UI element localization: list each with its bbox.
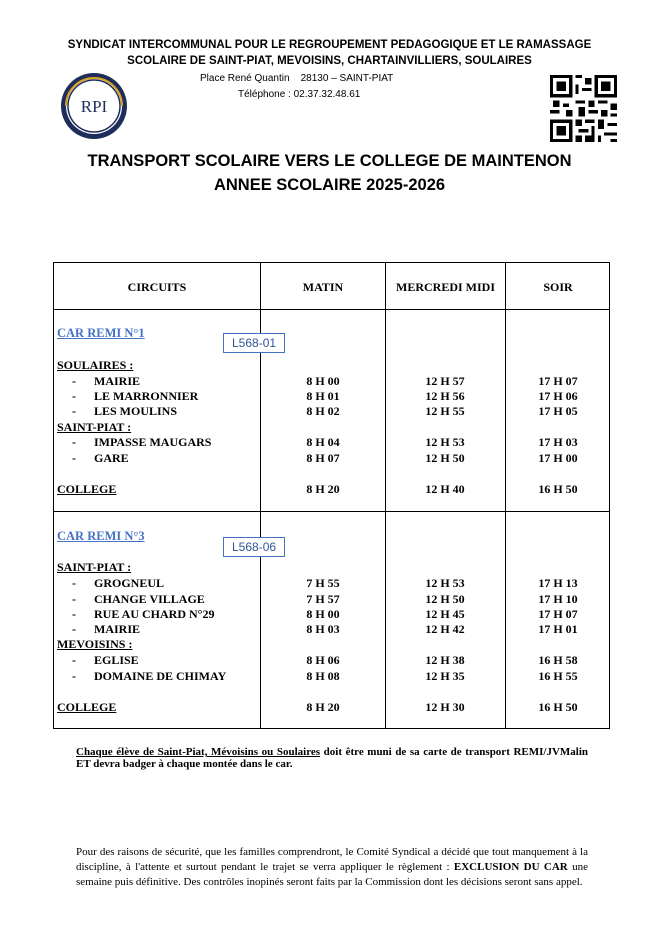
table-row: - MAIRIE 8 H 00 12 H 57 17 H 07 [72,374,578,388]
table-row: - EGLISE 8 H 06 12 H 38 16 H 58 [72,653,578,667]
header-line-2: SCOLAIRE DE SAINT-PIAT, MEVOISINS, CHARTAINVILLIERS, SOULAIRES [127,55,532,67]
circuit-car-remi-1[interactable]: CAR REMI N°1 [57,326,145,340]
table-row: - DOMAINE DE CHIMAY 8 H 08 12 H 35 16 H 55 [72,669,578,683]
line-tag-l568-01: L568-01 [223,333,285,353]
table-divider [54,511,609,512]
header-mercredi: MERCREDI MIDI [396,280,495,294]
table-row: - LES MOULINS 8 H 02 12 H 55 17 H 05 [72,404,578,418]
header-address: Place René Quantin 28130 – SAINT-PIAT [200,73,394,84]
schedule-table [53,262,610,729]
qr-code-icon[interactable] [550,75,617,142]
town-label: SOULAIRES : [57,358,134,372]
table-row: - CHANGE VILLAGE 7 H 57 12 H 50 17 H 10 [72,592,578,606]
table-row: COLLEGE 8 H 20 12 H 40 16 H 50 [57,482,578,496]
header-line-1: SYNDICAT INTERCOMMUNAL POUR LE REGROUPEMENT PEDAGOGIQUE ET LE RAMASSAGE [67,39,592,51]
logo-text: RPI [80,97,108,116]
header-circuits: CIRCUITS [127,280,187,294]
table-row: - GROGNEUL 7 H 55 12 H 53 17 H 13 [72,576,578,590]
table-row: - GARE 8 H 07 12 H 50 17 H 00 [72,451,578,465]
table-row: - IMPASSE MAUGARS 8 H 04 12 H 53 17 H 03 [72,435,578,449]
header-matin: MATIN [302,280,344,294]
document-title: TRANSPORT SCOLAIRE VERS LE COLLEGE DE MAINTENON [87,152,572,170]
document-subtitle: ANNEE SCOLAIRE 2025-2026 [213,176,446,194]
town-label: SAINT-PIAT : [57,560,132,574]
header-phone: Téléphone : 02.37.32.48.61 [238,89,361,100]
table-row: - LE MARRONNIER 8 H 01 12 H 56 17 H 06 [72,389,578,403]
header-soir: SOIR [543,280,573,294]
table-row: - RUE AU CHARD N°29 8 H 00 12 H 45 17 H 07 [72,607,578,621]
town-label: MEVOISINS : [57,637,133,651]
town-label: SAINT-PIAT : [57,420,132,434]
badge-notice: Chaque élève de Saint-Piat, Mévoisins ou Soulaires doit être muni de sa carte de transport REMI/JVMalin ET devra badger à chaque montée dans le car. [76,746,588,770]
table-row: COLLEGE 8 H 20 12 H 30 16 H 50 [57,700,578,714]
discipline-notice: Pour des raisons de sécurité, que les familles comprendront, le Comité Syndical a décidé que tout manquement à la discipline, à l'attente et surtout pendant le trajet se verra appliquer le règlement : EXCLUSION DU CAR une semaine puis définitive. Des contrôles inopinés seront faits par la Commission dont les décisions seront sans appel. [76,846,588,888]
table-row: - MAIRIE 8 H 03 12 H 42 17 H 01 [72,622,578,636]
table-divider [54,309,609,310]
line-tag-l568-06: L568-06 [223,537,285,557]
circuit-car-remi-3[interactable]: CAR REMI N°3 [57,529,145,543]
rpi-logo-icon [60,72,128,140]
